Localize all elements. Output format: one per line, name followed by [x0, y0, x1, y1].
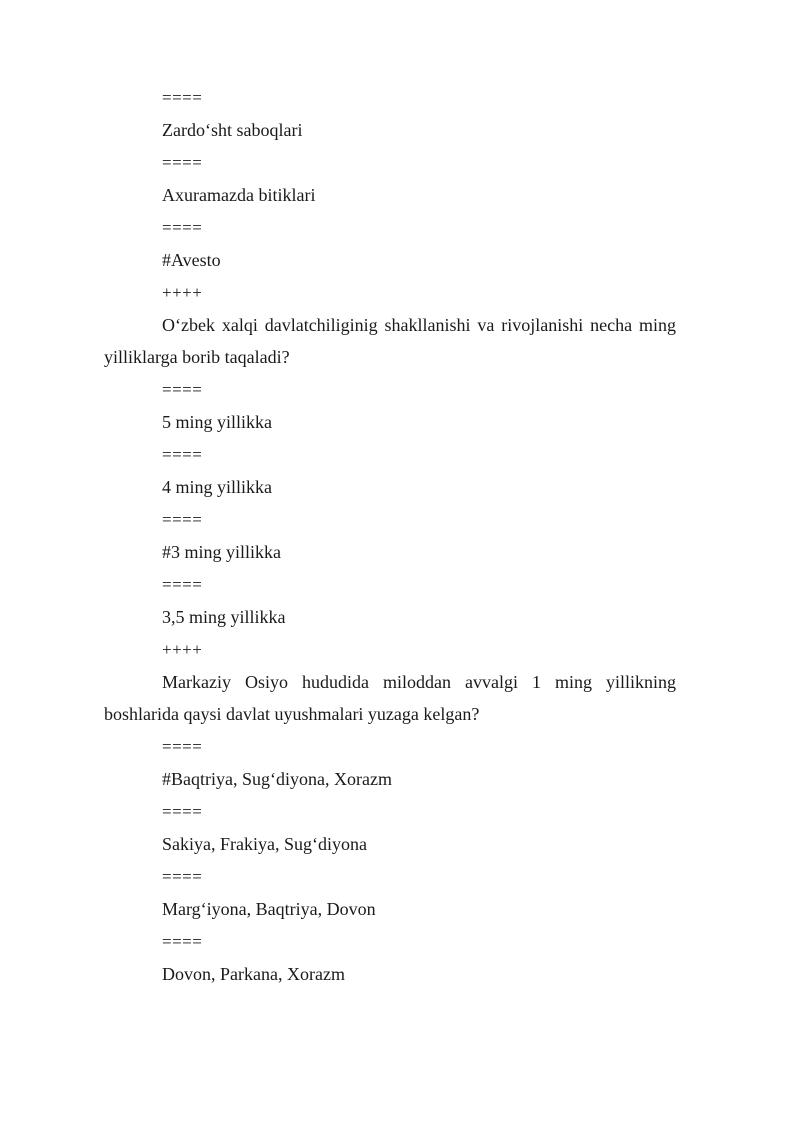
- question-end-marker: ++++: [162, 283, 203, 302]
- separator: ====: [162, 510, 203, 529]
- correct-answer: #Baqtriya, Sug‘diyona, Xorazm: [162, 769, 392, 789]
- question-text: Markaziy Osiyo hududida miloddan avvalgi 1 ming yillikning boshlarida qaysi davlat uyushmalari yuzaga kelgan?: [104, 672, 676, 725]
- separator: ====: [162, 575, 203, 594]
- answer-option: Zardo‘sht saboqlari: [162, 120, 303, 140]
- separator: ====: [162, 380, 203, 399]
- answer-option: 5 ming yillikka: [162, 412, 272, 432]
- separator: ====: [162, 153, 203, 172]
- answer-option: Sakiya, Frakiya, Sug‘diyona: [162, 834, 367, 854]
- separator: ====: [162, 867, 203, 886]
- question-end-marker: ++++: [162, 640, 203, 659]
- correct-answer: #Avesto: [162, 250, 221, 270]
- answer-option: 3,5 ming yillikka: [162, 607, 286, 627]
- answer-option: Axuramazda bitiklari: [162, 185, 316, 205]
- question-text: O‘zbek xalqi davlatchiliginig shakllanishi va rivojlanishi necha ming yilliklarga borib taqaladi?: [104, 315, 676, 368]
- separator: ====: [162, 88, 203, 107]
- answer-option: Dovon, Parkana, Xorazm: [162, 964, 345, 984]
- answer-option: 4 ming yillikka: [162, 477, 272, 497]
- separator: ====: [162, 802, 203, 821]
- correct-answer: #3 ming yillikka: [162, 542, 281, 562]
- separator: ====: [162, 737, 203, 756]
- separator: ====: [162, 218, 203, 237]
- separator: ====: [162, 445, 203, 464]
- separator: ====: [162, 932, 203, 951]
- answer-option: Marg‘iyona, Baqtriya, Dovon: [162, 899, 376, 919]
